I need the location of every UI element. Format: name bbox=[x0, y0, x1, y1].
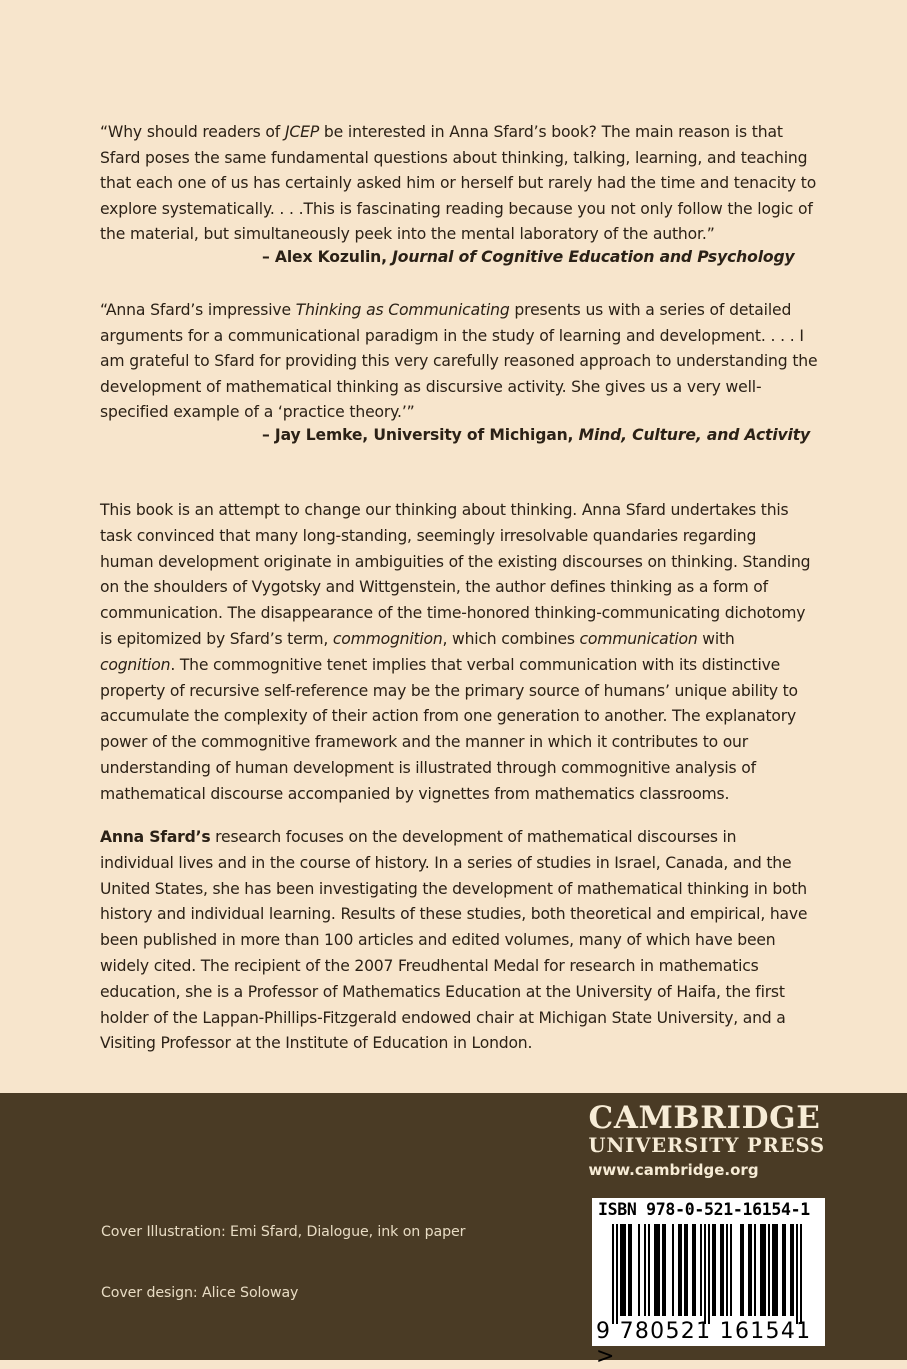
quote-lemke-text: “Anna Sfard’s impressive Thinking as Communicating presents us with a series of detailed arguments for a communicational paradigm in the study of learning and development. . . . I am grateful to Sfard for providing this very carefully reasoned approach to understanding the development of mathematical thinking as discursive activity. She gives us a very well-specified example of a ‘practice theory.’” bbox=[100, 301, 818, 422]
barcode-bar bbox=[664, 1224, 666, 1316]
barcode-bar bbox=[654, 1224, 656, 1316]
cover-illustration-credit: Cover Illustration: Emi Sfard, Dialogue, ink on paper bbox=[101, 1224, 466, 1240]
barcode-bar bbox=[790, 1224, 792, 1316]
barcode-bar bbox=[712, 1224, 714, 1316]
barcode-bar bbox=[748, 1224, 750, 1316]
barcode-bar bbox=[772, 1224, 774, 1316]
barcode-bar bbox=[760, 1224, 762, 1316]
barcode-digits: 9 780521 161541 > bbox=[596, 1319, 812, 1369]
barcode-bar bbox=[742, 1224, 744, 1316]
quote-lemke bbox=[100, 298, 820, 426]
barcode-bar bbox=[684, 1224, 686, 1316]
barcode-bar bbox=[662, 1224, 664, 1316]
barcode-bar bbox=[796, 1224, 798, 1324]
publisher-url[interactable]: www.cambridge.org bbox=[588, 1161, 759, 1179]
barcode-bar bbox=[730, 1224, 732, 1316]
attribution-kozulin: – Alex Kozulin, Journal of Cognitive Education and Psychology bbox=[262, 248, 795, 266]
publisher-name: CAMBRIDGE bbox=[588, 1100, 821, 1136]
quote-kozulin bbox=[100, 120, 820, 248]
barcode-bar bbox=[774, 1224, 776, 1316]
barcode-bar bbox=[708, 1224, 710, 1324]
barcode-bar bbox=[656, 1224, 658, 1316]
barcode-bar bbox=[750, 1224, 752, 1316]
barcode-bar bbox=[792, 1224, 794, 1316]
quote-kozulin-text: “Why should readers of JCEP be interested in Anna Sfard’s book? The main reason is that Sfard poses the same fundamental questions about thinking, talking, learning, and teaching that each one of us has certainly asked him or herself but rarely had the time and tenacity to explore systematically. . . .This is fascinating reading because you not only follow the logic of the material, but simultaneously peek into the mental laboratory of the author.” bbox=[100, 123, 817, 244]
barcode-bar bbox=[686, 1224, 688, 1316]
barcode-bar bbox=[726, 1224, 728, 1316]
barcode-bar bbox=[784, 1224, 786, 1316]
barcode-bar bbox=[762, 1224, 764, 1316]
author-name: Anna Sfard’s bbox=[100, 828, 211, 846]
publisher-logo bbox=[589, 1101, 825, 1181]
barcode-bar bbox=[620, 1224, 622, 1316]
barcode-bar bbox=[714, 1224, 716, 1316]
barcode-bar bbox=[700, 1224, 702, 1316]
barcode-bar bbox=[612, 1224, 614, 1324]
publisher-sub: UNIVERSITY PRESS bbox=[588, 1134, 825, 1157]
barcode-bar bbox=[694, 1224, 696, 1316]
barcode-bar bbox=[648, 1224, 650, 1316]
attribution-lemke: – Jay Lemke, University of Michigan, Mind, Culture, and Activity bbox=[262, 426, 811, 444]
barcode-bar bbox=[622, 1224, 624, 1316]
barcode-bar bbox=[764, 1224, 766, 1316]
barcode-bar bbox=[692, 1224, 694, 1316]
barcode-bar bbox=[776, 1224, 778, 1316]
barcode-bar bbox=[720, 1224, 722, 1316]
barcode-bar bbox=[624, 1224, 626, 1316]
barcode-bar bbox=[644, 1224, 646, 1316]
barcode-bar bbox=[754, 1224, 756, 1316]
journal-abbrev: JCEP bbox=[284, 123, 320, 141]
footer-band bbox=[0, 1093, 907, 1369]
cover-design-credit: Cover design: Alice Soloway bbox=[101, 1285, 299, 1301]
barcode-bar bbox=[680, 1224, 682, 1316]
barcode-bar bbox=[768, 1224, 770, 1316]
barcode-bar bbox=[800, 1224, 802, 1324]
barcode-bar bbox=[628, 1224, 630, 1316]
author-bio: Anna Sfard’s research focuses on the development of mathematical discourses in individual lives and in the course of history. In a series of studies in Israel, Canada, and the United States, she has been investigating the development of mathematical thinking in both history and individual learning. Results of these studies, both theoretical and empirical, have been published in more than 100 articles and edited volumes, many of which have been widely cited. The recipient of the 2007 Freudhental Medal for research in mathematics education, she is a Professor of Mathematics Education at the University of Haifa, the first holder of the Lappan-Phillips-Fitzgerald endowed chair at Michigan State University, and a Visiting Professor at the Institute of Education in London. bbox=[100, 828, 808, 1053]
barcode-bar bbox=[672, 1224, 674, 1316]
book-title: Thinking as Communicating bbox=[295, 301, 510, 319]
barcode-bar bbox=[704, 1224, 706, 1324]
barcode-bar bbox=[658, 1224, 660, 1316]
barcode-bar bbox=[630, 1224, 632, 1316]
isbn-barcode bbox=[592, 1198, 825, 1369]
barcode-bar bbox=[638, 1224, 640, 1316]
barcode-bar bbox=[678, 1224, 680, 1316]
barcode-bar bbox=[782, 1224, 784, 1316]
isbn-label: ISBN 978-0-521-16154-1 bbox=[598, 1200, 810, 1219]
barcode-bar bbox=[722, 1224, 724, 1316]
book-description: This book is an attempt to change our thinking about thinking. Anna Sfard undertakes this task convinced that many long-standing, seemingly irresolvable quandaries regarding human development originate in ambiguities of the existing discourses on thinking. Standing on the shoulders of Vygotsky and Wittgenstein, the author defines thinking as a form of communication. The disappearance of the time-honored thinking-communicating dichotomy is epitomized by Sfard’s term, commognition, which combines communication with cognition. The commognitive tenet implies that verbal communication with its distinctive property of recursive self-reference may be the primary source of humans’ unique ability to accumulate the complexity of their action from one generation to another. The explanatory power of the commognitive framework and the manner in which it contributes to our understanding of human development is illustrated through commognitive analysis of mathematical discourse accompanied by vignettes from mathematics classrooms. bbox=[100, 501, 811, 803]
barcode-bar bbox=[740, 1224, 742, 1316]
barcode-bar bbox=[616, 1224, 618, 1324]
